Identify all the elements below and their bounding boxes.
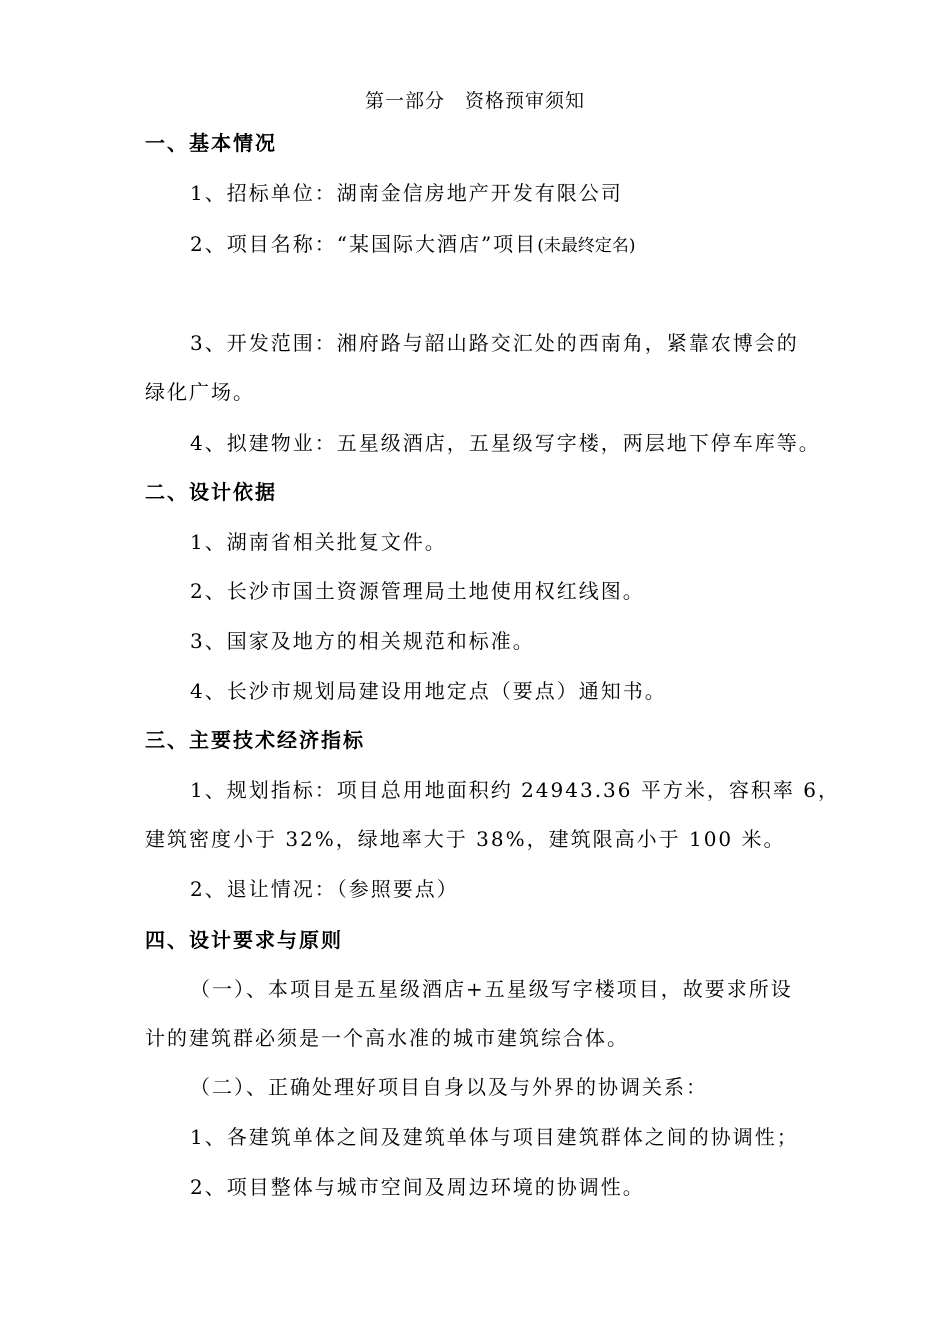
paragraph-line: [190, 231, 635, 259]
paragraph-line: 1、湖南省相关批复文件。: [190, 530, 447, 554]
paragraph-line: 绿化广场。: [145, 380, 255, 404]
paragraph-line: 2、项目整体与城市空间及周边环境的协调性。: [190, 1175, 645, 1199]
paragraph-line: 2、退让情况：（参照要点）: [190, 877, 459, 901]
paragraph-line: 1、招标单位：湖南金信房地产开发有限公司: [190, 181, 623, 205]
paragraph-line: 3、国家及地方的相关规范和标准。: [190, 629, 535, 653]
paragraph-line: （二）、正确处理好项目自身以及与外界的协调关系：: [190, 1075, 708, 1099]
project-name-text: 2、项目名称：“某国际大酒店”项目: [190, 232, 538, 256]
project-name-note: (未最终定名): [537, 236, 636, 256]
paragraph-line: 2、长沙市国土资源管理局土地使用权红线图。: [190, 579, 645, 603]
page-title: 第一部分 资格预审须知: [364, 90, 585, 112]
section-heading-design-requirements: 四、设计要求与原则: [145, 928, 343, 952]
paragraph-line: 1、规划指标：项目总用地面积约 24943.36 平方米，容积率 6，: [190, 778, 840, 802]
section-heading-tech-indicators: 三、主要技术经济指标: [145, 728, 365, 752]
paragraph-line: 3、开发范围：湘府路与韶山路交汇处的西南角，紧靠农博会的: [190, 331, 799, 355]
paragraph-line: （一）、本项目是五星级酒店+五星级写字楼项目，故要求所设: [190, 977, 793, 1001]
paragraph-line: 计的建筑群必须是一个高水准的城市建筑综合体。: [145, 1026, 629, 1050]
section-heading-design-basis: 二、设计依据: [145, 480, 277, 504]
section-heading-basic-info: 一、基本情况: [145, 131, 277, 155]
paragraph-line: 4、拟建物业：五星级酒店，五星级写字楼，两层地下停车库等。: [190, 431, 821, 455]
paragraph-line: 4、长沙市规划局建设用地定点（要点）通知书。: [190, 679, 667, 703]
paragraph-line: 建筑密度小于 32%，绿地率大于 38%，建筑限高小于 100 米。: [145, 827, 786, 851]
paragraph-line: 1、各建筑单体之间及建筑单体与项目建筑群体之间的协调性；: [190, 1125, 799, 1149]
